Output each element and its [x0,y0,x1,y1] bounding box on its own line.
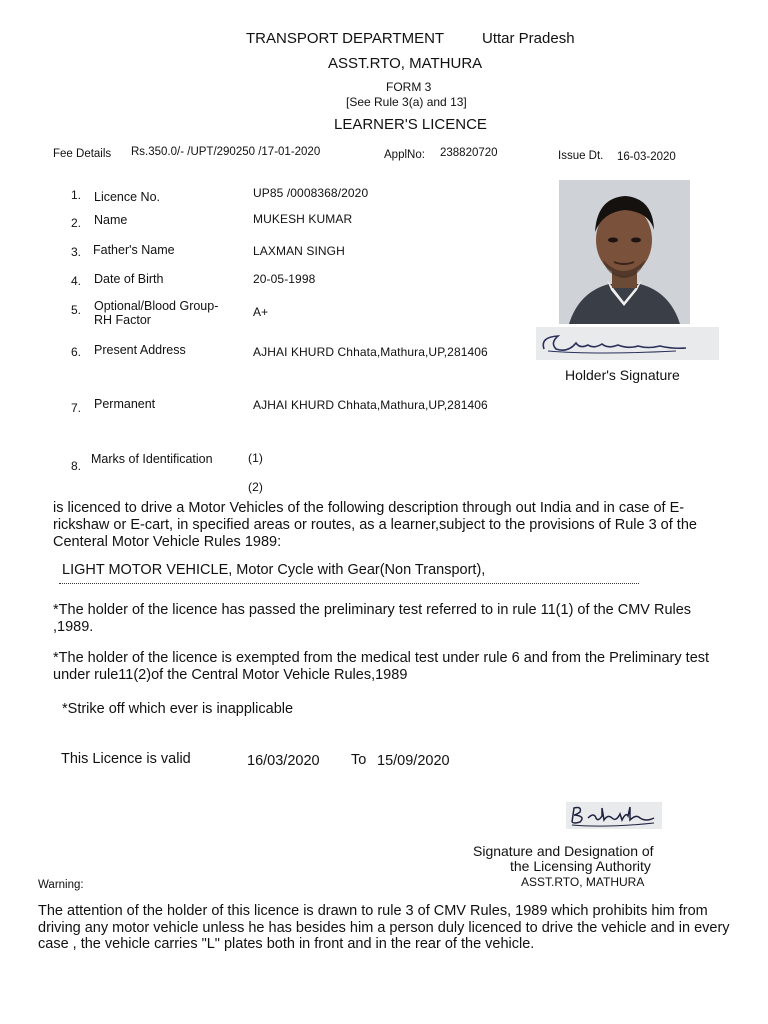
field-value-blood-group: A+ [253,305,269,319]
field-value-fathers-name: LAXMAN SINGH [253,244,345,258]
fee-label: Fee Details [53,148,112,160]
valid-to-label: To [351,752,367,768]
field-value-mark-2: (2) [248,480,263,494]
state-name: Uttar Pradesh [482,30,575,47]
field-number: 8. [71,459,82,473]
field-label-rh-factor: RH Factor [94,313,151,327]
field-label-blood-group: Optional/Blood Group- [94,299,219,313]
field-label-name: Name [94,213,128,227]
field-label-permanent-address: Permanent [94,397,156,411]
vehicle-classes: LIGHT MOTOR VEHICLE, Motor Cycle with Gear(Non Transport), [62,562,486,578]
holder-signature-label: Holder's Signature [565,367,680,383]
field-number: 4. [71,274,82,288]
appl-no-label: ApplNo: [384,149,425,161]
rule-reference: [See Rule 3(a) and 13] [346,95,467,109]
vehicle-classes-line [59,562,639,584]
field-value-name: MUKESH KUMAR [253,212,353,226]
authority-signature-image [566,802,662,829]
authority-office: ASST.RTO, MATHURA [521,875,645,889]
field-value-mark-1: (1) [248,451,263,465]
issue-date-label: Issue Dt. [558,150,604,162]
strike-note: *Strike off which ever is inapplicable [62,701,294,717]
document-title: LEARNER'S LICENCE [334,116,487,133]
field-value-licence-no: UP85 /0008368/2020 [253,186,369,200]
field-value-present-address: AJHAI KHURD Chhata,Mathura,UP,281406 [253,345,488,359]
field-value-dob: 20-05-1998 [253,272,316,286]
authority-line-1: Signature and Designation of [473,843,654,859]
form-number: FORM 3 [386,80,432,94]
issue-date-value: 16-03-2020 [617,151,676,163]
warning-text: The attention of the holder of this licence is drawn to rule 3 of CMV Rules, 1989 which prohibits him from driving any motor vehicle unless he has besides him a person duly licenced to drive the vehicle and in every case , the vehicle carries "L" plates both in front and in the rear of the vehicle. [38,903,730,952]
note-preliminary-test: *The holder of the licence has passed the preliminary test referred to in rule 11(1) of the CMV Rules ,1989. [53,602,692,635]
validity-label: This Licence is valid [61,751,191,767]
note-medical-exemption: *The holder of the licence is exempted from the medical test under rule 6 and from the Preliminary test under rule11(2)of the Central Motor Vehicle Rules,1989 [53,650,710,683]
field-value-permanent-address: AJHAI KHURD Chhata,Mathura,UP,281406 [253,398,488,412]
fee-value: Rs.350.0/- /UPT/290250 /17-01-2020 [131,146,321,158]
office-name: ASST.RTO, MATHURA [328,55,483,72]
field-number: 3. [71,245,82,259]
field-number: 5. [71,303,82,317]
licence-description: is licenced to drive a Motor Vehicles of the following description through out India and in case of E-rickshaw or E-cart, in specified areas or routes, as a learner,subject to the provisions of Rule 3 of the Centeral Motor Vehicle Rules 1989: [53,500,697,550]
valid-from: 16/03/2020 [247,753,320,769]
field-label-fathers-name: Father's Name [93,243,175,257]
field-number: 2. [71,216,82,230]
field-number: 1. [71,188,82,202]
appl-no-value: 238820720 [440,147,498,159]
field-label-dob: Date of Birth [94,272,164,286]
holder-signature-image [536,327,719,360]
field-number: 6. [71,345,82,359]
department-title: TRANSPORT DEPARTMENT [246,30,445,47]
authority-line-2: the Licensing Authority [510,858,651,874]
holder-photo [559,180,690,324]
warning-label: Warning: [38,879,84,891]
field-number: 7. [71,401,82,415]
field-label-present-address: Present Address [94,343,186,357]
valid-to: 15/09/2020 [377,753,450,769]
field-label-licence-no: Licence No. [94,190,161,204]
field-label-identification-marks: Marks of Identification [91,452,213,466]
